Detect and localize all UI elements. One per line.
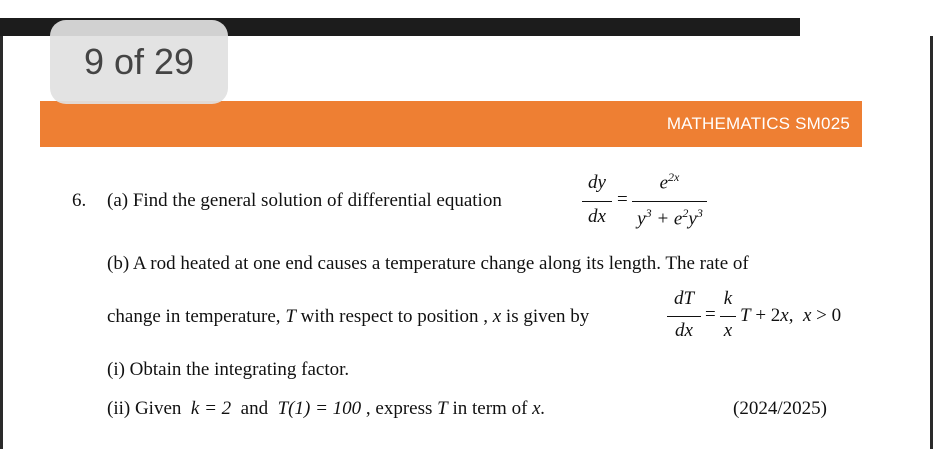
part-ii-text xyxy=(107,398,545,420)
part-ii-var-x: x. xyxy=(532,398,546,419)
part-b-line2-a: change in temperature, xyxy=(107,306,281,327)
question-number: 6. xyxy=(72,190,87,211)
eq-b-k: k xyxy=(723,288,733,309)
eq-a-dy: dy xyxy=(588,172,606,193)
eq-a-fraction-bar xyxy=(582,201,612,202)
part-ii-cond2: T(1) = 100 xyxy=(277,398,362,419)
left-edge xyxy=(0,36,3,449)
eq-b-rhs: T + 2x, x > 0 xyxy=(740,305,842,326)
eq-b-dT: dT xyxy=(673,288,695,309)
part-b-var-x: x xyxy=(492,306,502,327)
page-indicator-label: 9 of 29 xyxy=(83,41,195,82)
eq-b-x: x xyxy=(723,320,733,341)
eq-a-numerator: $e^{2x}$ xyxy=(659,170,680,194)
part-ii-c: in term of xyxy=(452,398,528,419)
part-ii-b: , express xyxy=(365,398,433,419)
part-b-line2 xyxy=(107,306,589,328)
part-a-text: (a) Find the general solution of differential equation xyxy=(107,190,502,211)
course-banner xyxy=(40,101,862,147)
top-bar-gap xyxy=(800,18,933,36)
part-b-var-T: T xyxy=(285,306,296,327)
eq-b-fraction-bar-2 xyxy=(720,316,736,317)
year-label: (2024/2025) xyxy=(733,398,827,419)
eq-b-equals: = xyxy=(705,304,716,325)
eq-a-fraction-bar-2 xyxy=(632,201,707,202)
part-i-text: (i) Obtain the integrating factor. xyxy=(107,359,350,380)
course-title: MATHEMATICS SM025 xyxy=(666,114,850,133)
part-ii-var-T: T xyxy=(437,398,448,419)
eq-a-dx: dx xyxy=(588,206,606,227)
eq-b-dx: dx xyxy=(675,320,693,341)
eq-a-denominator: $y^3 + e^2y^3$ xyxy=(637,206,703,230)
page-indicator xyxy=(50,20,228,104)
eq-b-fraction-bar xyxy=(667,316,701,317)
part-ii-and: and xyxy=(240,398,269,419)
part-b-line2-c: is given by xyxy=(505,306,590,327)
part-b-line2-b: with respect to position , xyxy=(300,306,488,327)
eq-a-equals: = xyxy=(617,189,628,210)
part-ii-a: (ii) Given xyxy=(107,398,182,419)
part-b-line1: (b) A rod heated at one end causes a temperature change along its length. The rate of xyxy=(107,253,749,274)
part-ii-cond1: k = 2 xyxy=(190,398,232,419)
